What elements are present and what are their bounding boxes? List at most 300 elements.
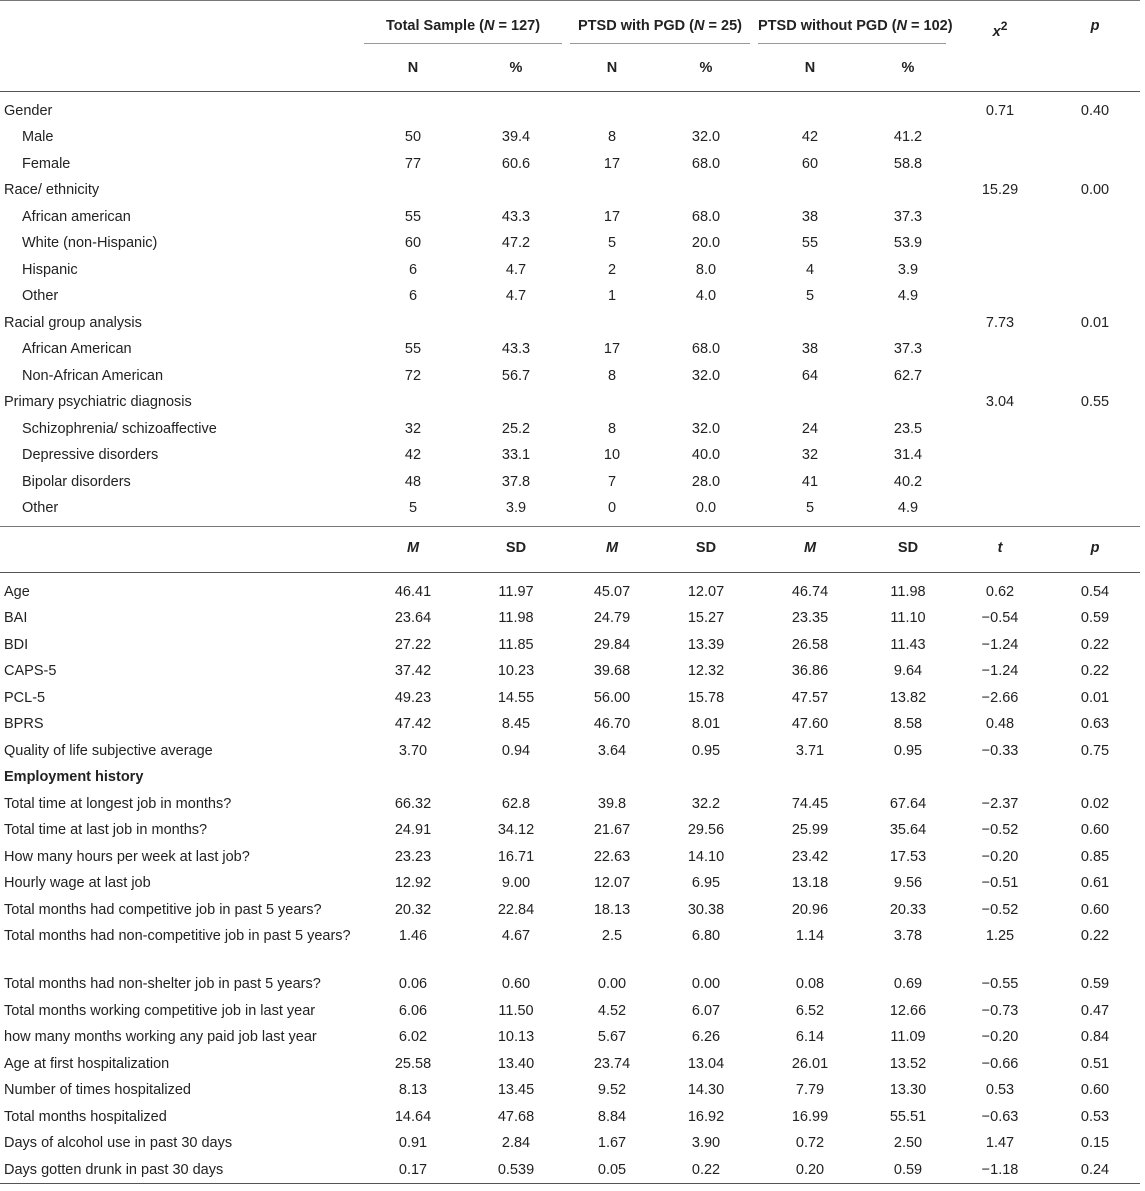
cell-value: 32 bbox=[801, 447, 819, 464]
row-label: How many hours per week at last job? bbox=[4, 848, 250, 865]
cell-value: 23.35 bbox=[791, 610, 829, 627]
cell-value: 42 bbox=[404, 447, 422, 464]
cell-value: 48 bbox=[404, 473, 422, 490]
cell-value: 55 bbox=[801, 235, 819, 252]
cell-value: 16.99 bbox=[791, 1108, 829, 1125]
cell-value: 0.00 bbox=[691, 976, 721, 993]
row-label: African american bbox=[22, 208, 131, 225]
cell-value: 14.10 bbox=[687, 848, 725, 865]
cell-value bbox=[566, 389, 658, 416]
p-value: 0.85 bbox=[1080, 848, 1110, 865]
p-value: 0.22 bbox=[1080, 636, 1110, 653]
cell-value: 64 bbox=[801, 367, 819, 384]
cell-value: 4.7 bbox=[505, 261, 527, 278]
cell-value: 4.7 bbox=[505, 288, 527, 305]
cell-value: 0 bbox=[607, 500, 617, 517]
cell-value: 13.40 bbox=[497, 1055, 535, 1072]
cell-value: 0.17 bbox=[360, 1157, 466, 1184]
p-value bbox=[1050, 151, 1140, 178]
cell-value: 32.0 bbox=[691, 129, 721, 146]
cell-value: 0.95 bbox=[893, 742, 923, 759]
t-value: −2.66 bbox=[981, 689, 1019, 706]
cell-value: 43.3 bbox=[501, 341, 531, 358]
p-value: 0.22 bbox=[1080, 928, 1110, 945]
cell-value bbox=[658, 310, 754, 337]
cell-value: 29.84 bbox=[593, 636, 631, 653]
chi-square-value: 7.73 bbox=[985, 314, 1015, 331]
cell-value: 47.2 bbox=[501, 235, 531, 252]
cell-value: 17 bbox=[603, 341, 621, 358]
cell-value: 0.69 bbox=[893, 976, 923, 993]
sub-header-pct: % bbox=[509, 59, 523, 76]
cell-value: 32 bbox=[404, 420, 422, 437]
t-value: −0.52 bbox=[981, 822, 1019, 839]
cell-value: 0.95 bbox=[691, 742, 721, 759]
p-value: 0.24 bbox=[1050, 1157, 1140, 1184]
t-value: −0.20 bbox=[981, 1029, 1019, 1046]
cell-value: 12.32 bbox=[687, 663, 725, 680]
row-label: Hourly wage at last job bbox=[4, 875, 151, 892]
sub-header-n: N bbox=[407, 59, 419, 76]
cell-value: 12.07 bbox=[687, 583, 725, 600]
chi-square-value bbox=[950, 204, 1050, 231]
header-sd: SD bbox=[866, 526, 950, 572]
cell-value: 60 bbox=[404, 235, 422, 252]
cell-value bbox=[866, 310, 950, 337]
p-value: 0.02 bbox=[1080, 795, 1110, 812]
cell-value: 13.82 bbox=[889, 689, 927, 706]
p-value bbox=[1050, 124, 1140, 151]
chi-square-value bbox=[950, 363, 1050, 390]
p-value: 0.22 bbox=[1080, 663, 1110, 680]
row-label: Days of alcohol use in past 30 days bbox=[4, 1135, 233, 1152]
p-value bbox=[1050, 283, 1140, 310]
cell-value: 32.0 bbox=[691, 420, 721, 437]
cell-value: 0.59 bbox=[866, 1157, 950, 1184]
p-value bbox=[1050, 336, 1140, 363]
row-label: Total months working competitive job in last year bbox=[4, 1002, 316, 1019]
table-row bbox=[0, 1130, 1140, 1157]
cell-value: 0.00 bbox=[597, 976, 627, 993]
t-value: −0.73 bbox=[981, 1002, 1019, 1019]
cell-value: 47.68 bbox=[497, 1108, 535, 1125]
cell-value: 10.23 bbox=[497, 663, 535, 680]
cell-value: 3.9 bbox=[505, 500, 527, 517]
table-row bbox=[0, 998, 1140, 1025]
cell-value: 27.22 bbox=[394, 636, 432, 653]
cell-value: 6.02 bbox=[398, 1029, 428, 1046]
cell-value: 23.42 bbox=[791, 848, 829, 865]
cell-value: 20.0 bbox=[691, 235, 721, 252]
cell-value: 13.39 bbox=[687, 636, 725, 653]
p-value: 0.54 bbox=[1080, 583, 1110, 600]
row-label: Hispanic bbox=[22, 261, 78, 278]
table-row bbox=[0, 257, 1140, 284]
cell-value: 13.04 bbox=[687, 1055, 725, 1072]
p-value: 0.51 bbox=[1080, 1055, 1110, 1072]
cell-value bbox=[658, 98, 754, 125]
cell-value: 47.60 bbox=[791, 716, 829, 733]
cell-value: 22.63 bbox=[593, 848, 631, 865]
row-label: Total months had non-shelter job in past 5 years? bbox=[4, 976, 321, 993]
table-row bbox=[0, 469, 1140, 496]
t-value: −0.66 bbox=[981, 1055, 1019, 1072]
cell-value: 23.23 bbox=[394, 848, 432, 865]
cell-value: 9.52 bbox=[597, 1082, 627, 1099]
row-label: BPRS bbox=[4, 716, 44, 733]
cell-value: 13.52 bbox=[889, 1055, 927, 1072]
cell-value: 1.46 bbox=[398, 928, 428, 945]
cell-value: 38 bbox=[801, 341, 819, 358]
cell-value: 9.64 bbox=[893, 663, 923, 680]
p-value: 0.60 bbox=[1080, 822, 1110, 839]
group-header-row bbox=[0, 1, 1140, 49]
cell-value: 60 bbox=[801, 155, 819, 172]
t-value: −2.37 bbox=[981, 795, 1019, 812]
cell-value: 35.64 bbox=[889, 822, 927, 839]
table-row bbox=[0, 283, 1140, 310]
header-p: p bbox=[1050, 526, 1140, 572]
cell-value: 5.67 bbox=[597, 1029, 627, 1046]
row-label: African American bbox=[22, 341, 132, 358]
cell-value bbox=[658, 177, 754, 204]
t-value: −0.33 bbox=[981, 742, 1019, 759]
t-value: −0.63 bbox=[981, 1108, 1019, 1125]
cell-value: 8.84 bbox=[597, 1108, 627, 1125]
cell-value: 0.60 bbox=[501, 976, 531, 993]
cell-value: 11.98 bbox=[890, 583, 926, 600]
t-value: 1.25 bbox=[985, 928, 1015, 945]
t-value: 0.48 bbox=[985, 716, 1015, 733]
cell-value: 53.9 bbox=[893, 235, 923, 252]
cell-value: 5 bbox=[805, 288, 815, 305]
cell-value: 32.2 bbox=[691, 795, 721, 812]
p-value: 0.47 bbox=[1080, 1002, 1110, 1019]
row-label: Age bbox=[4, 583, 30, 600]
cell-value: 42 bbox=[801, 129, 819, 146]
cell-value: 9.00 bbox=[501, 875, 531, 892]
cell-value: 4.52 bbox=[597, 1002, 627, 1019]
cell-value: 67.64 bbox=[889, 795, 927, 812]
cell-value: 46.70 bbox=[593, 716, 631, 733]
row-label: PCL-5 bbox=[4, 689, 46, 706]
cell-value bbox=[466, 98, 566, 125]
cell-value: 37.42 bbox=[394, 663, 432, 680]
cell-value: 11.50 bbox=[498, 1002, 534, 1019]
cell-value: 1 bbox=[607, 288, 617, 305]
p-value bbox=[1050, 416, 1140, 443]
sub-header-row bbox=[0, 49, 1140, 92]
table-row bbox=[0, 685, 1140, 712]
cell-value bbox=[866, 764, 950, 791]
cell-value: 39.68 bbox=[593, 663, 631, 680]
p-value: 0.60 bbox=[1080, 1082, 1110, 1099]
cell-value bbox=[754, 764, 866, 791]
p-value bbox=[1050, 257, 1140, 284]
table-row bbox=[0, 230, 1140, 257]
cell-value: 43.3 bbox=[501, 208, 531, 225]
cell-value: 6.80 bbox=[691, 928, 721, 945]
cell-value: 4.67 bbox=[501, 928, 531, 945]
row-label: Racial group analysis bbox=[4, 314, 142, 331]
cell-value: 66.32 bbox=[394, 795, 432, 812]
chi-square-value bbox=[950, 469, 1050, 496]
row-label: Other bbox=[22, 500, 59, 517]
cell-value: 0.05 bbox=[566, 1157, 658, 1184]
cell-value: 55.51 bbox=[889, 1108, 927, 1125]
chi-square-value bbox=[950, 151, 1050, 178]
cell-value bbox=[866, 177, 950, 204]
cell-value bbox=[360, 98, 466, 125]
table-row bbox=[0, 495, 1140, 522]
cell-value: 17 bbox=[603, 208, 621, 225]
cell-value: 3.9 bbox=[897, 261, 919, 278]
p-value: 0.59 bbox=[1080, 976, 1110, 993]
cell-value: 68.0 bbox=[691, 341, 721, 358]
table-row bbox=[0, 363, 1140, 390]
cell-value: 21.67 bbox=[593, 822, 631, 839]
row-label: Depressive disorders bbox=[22, 447, 159, 464]
p-value bbox=[1050, 442, 1140, 469]
cell-value bbox=[566, 310, 658, 337]
chi-square-value: 0.71 bbox=[985, 102, 1015, 119]
cell-value: 7.79 bbox=[795, 1082, 825, 1099]
cell-value: 11.43 bbox=[890, 636, 926, 653]
group-header-with-pgd: PTSD with PGD (N = 25) bbox=[566, 1, 754, 49]
chi-square-value: 3.04 bbox=[985, 394, 1015, 411]
cell-value: 14.55 bbox=[497, 689, 535, 706]
cell-value: 31.4 bbox=[893, 447, 923, 464]
cell-value: 25.99 bbox=[791, 822, 829, 839]
p-header: p bbox=[1090, 18, 1100, 34]
cell-value: 10 bbox=[603, 447, 621, 464]
cell-value: 3.90 bbox=[691, 1135, 721, 1152]
cell-value: 18.13 bbox=[593, 901, 631, 918]
cell-value: 41 bbox=[801, 473, 819, 490]
row-label: Primary psychiatric diagnosis bbox=[4, 394, 192, 411]
cell-value: 6.26 bbox=[691, 1029, 721, 1046]
chi-square-value bbox=[950, 124, 1050, 151]
table-row bbox=[0, 151, 1140, 178]
table-row bbox=[0, 844, 1140, 871]
header-sd: SD bbox=[466, 526, 566, 572]
cell-value: 13.30 bbox=[889, 1082, 927, 1099]
cell-value: 6.14 bbox=[795, 1029, 825, 1046]
header-m: M bbox=[360, 526, 466, 572]
cell-value: 6.06 bbox=[398, 1002, 428, 1019]
group-header-without-pgd: PTSD without PGD (N = 102) bbox=[754, 1, 950, 49]
row-label: Other bbox=[22, 288, 59, 305]
row-label: Schizophrenia/ schizoaffective bbox=[22, 420, 217, 437]
t-value: 0.53 bbox=[985, 1082, 1015, 1099]
row-label: White (non-Hispanic) bbox=[22, 235, 158, 252]
cell-value: 4 bbox=[805, 261, 815, 278]
table-row bbox=[0, 416, 1140, 443]
cell-value: 40.2 bbox=[893, 473, 923, 490]
sub-header-n: N bbox=[804, 59, 816, 76]
cell-value: 4.0 bbox=[695, 288, 717, 305]
cell-value: 0.20 bbox=[754, 1157, 866, 1184]
table-row bbox=[0, 738, 1140, 765]
cell-value: 2.50 bbox=[893, 1135, 923, 1152]
cell-value: 11.97 bbox=[498, 583, 534, 600]
t-value: 0.62 bbox=[985, 583, 1015, 600]
row-label: Quality of life subjective average bbox=[4, 742, 213, 759]
table-row bbox=[0, 632, 1140, 659]
cell-value: 8.45 bbox=[501, 716, 531, 733]
header-sd: SD bbox=[658, 526, 754, 572]
cell-value: 26.58 bbox=[791, 636, 829, 653]
cell-value bbox=[754, 98, 866, 125]
t-value: −0.55 bbox=[981, 976, 1019, 993]
cell-value bbox=[466, 310, 566, 337]
t-value: −1.24 bbox=[981, 663, 1019, 680]
t-value: −0.20 bbox=[981, 848, 1019, 865]
row-label: Total months had non-competitive job in past 5 years? bbox=[4, 928, 351, 945]
cell-value: 3.64 bbox=[597, 742, 627, 759]
table-row bbox=[0, 1104, 1140, 1131]
p-value: 0.60 bbox=[1080, 901, 1110, 918]
cell-value: 5 bbox=[805, 500, 815, 517]
cell-value: 26.01 bbox=[791, 1055, 829, 1072]
cell-value bbox=[360, 389, 466, 416]
p-value: 0.61 bbox=[1080, 875, 1110, 892]
p-value bbox=[1050, 469, 1140, 496]
table-row bbox=[0, 1024, 1140, 1051]
cell-value: 6.07 bbox=[691, 1002, 721, 1019]
cell-value: 40.0 bbox=[691, 447, 721, 464]
p-value: 0.40 bbox=[1080, 102, 1110, 119]
cell-value: 9.56 bbox=[893, 875, 923, 892]
cell-value: 12.92 bbox=[394, 875, 432, 892]
header-m: M bbox=[754, 526, 866, 572]
t-value: −1.24 bbox=[981, 636, 1019, 653]
cell-value: 47.42 bbox=[394, 716, 432, 733]
chi-square-value: 15.29 bbox=[981, 182, 1019, 199]
cell-value: 0.22 bbox=[658, 1157, 754, 1184]
sub-header-pct: % bbox=[699, 59, 713, 76]
row-label: Female bbox=[22, 155, 71, 172]
cell-value bbox=[466, 177, 566, 204]
cell-value: 1.67 bbox=[597, 1135, 627, 1152]
t-value: −0.54 bbox=[981, 610, 1019, 627]
table-row bbox=[0, 1077, 1140, 1104]
row-label: Total time at longest job in months? bbox=[4, 795, 232, 812]
row-label: how many months working any paid job last year bbox=[4, 1029, 317, 1046]
cell-value bbox=[866, 389, 950, 416]
p-value: 0.84 bbox=[1080, 1029, 1110, 1046]
p-value bbox=[1050, 495, 1140, 522]
row-label: Number of times hospitalized bbox=[4, 1082, 191, 1099]
cell-value: 8 bbox=[607, 367, 617, 384]
cell-value: 56.7 bbox=[501, 367, 531, 384]
table-row bbox=[0, 336, 1140, 363]
cell-value bbox=[566, 764, 658, 791]
table-row bbox=[0, 923, 1140, 971]
t-value: −1.18 bbox=[950, 1157, 1050, 1184]
cell-value: 41.2 bbox=[893, 129, 923, 146]
cell-value bbox=[566, 177, 658, 204]
cell-value bbox=[754, 310, 866, 337]
cell-value bbox=[360, 177, 466, 204]
cell-value: 23.64 bbox=[394, 610, 432, 627]
cell-value: 46.74 bbox=[791, 583, 829, 600]
p-value: 0.01 bbox=[1080, 689, 1110, 706]
cell-value: 13.45 bbox=[497, 1082, 535, 1099]
p-value: 0.53 bbox=[1080, 1108, 1110, 1125]
chi-square-value bbox=[950, 257, 1050, 284]
cell-value: 15.27 bbox=[687, 610, 725, 627]
table-row bbox=[0, 204, 1140, 231]
p-value bbox=[1050, 230, 1140, 257]
cell-value: 2.84 bbox=[501, 1135, 531, 1152]
cell-value: 17 bbox=[603, 155, 621, 172]
table-row bbox=[0, 177, 1140, 204]
cell-value: 12.66 bbox=[889, 1002, 927, 1019]
sub-header-pct: % bbox=[901, 59, 915, 76]
row-label: BAI bbox=[4, 610, 28, 627]
cell-value bbox=[360, 764, 466, 791]
cell-value: 33.1 bbox=[501, 447, 531, 464]
row-label: Employment history bbox=[4, 769, 144, 786]
t-value: −0.51 bbox=[981, 875, 1019, 892]
cell-value: 34.12 bbox=[497, 822, 535, 839]
cell-value: 0.94 bbox=[501, 742, 531, 759]
table-row bbox=[0, 124, 1140, 151]
group-header-total: Total Sample (N = 127) bbox=[360, 1, 566, 49]
p-value: 0.01 bbox=[1080, 314, 1110, 331]
cell-value: 28.0 bbox=[691, 473, 721, 490]
cell-value: 24.91 bbox=[394, 822, 432, 839]
chi-square-value bbox=[950, 442, 1050, 469]
cell-value: 0.539 bbox=[466, 1157, 566, 1184]
cell-value: 36.86 bbox=[791, 663, 829, 680]
cell-value: 38 bbox=[801, 208, 819, 225]
p-value: 0.55 bbox=[1080, 394, 1110, 411]
cell-value: 37.3 bbox=[893, 341, 923, 358]
p-value: 0.00 bbox=[1080, 182, 1110, 199]
cell-value: 6 bbox=[408, 261, 418, 278]
row-label: Days gotten drunk in past 30 days bbox=[0, 1157, 360, 1184]
cell-value: 32.0 bbox=[691, 367, 721, 384]
cell-value: 6.52 bbox=[795, 1002, 825, 1019]
cell-value: 74.45 bbox=[791, 795, 829, 812]
cell-value: 11.85 bbox=[498, 636, 534, 653]
cell-value bbox=[866, 98, 950, 125]
cell-value: 0.72 bbox=[795, 1135, 825, 1152]
cell-value: 14.30 bbox=[687, 1082, 725, 1099]
cell-value: 11.98 bbox=[498, 610, 534, 627]
cell-value: 50 bbox=[404, 129, 422, 146]
row-label: Total months had competitive job in past 5 years? bbox=[4, 901, 322, 918]
table-row bbox=[0, 870, 1140, 897]
row-label: Race/ ethnicity bbox=[4, 182, 100, 199]
t-value bbox=[950, 764, 1050, 791]
cell-value bbox=[658, 764, 754, 791]
p-value bbox=[1050, 764, 1140, 791]
cell-value: 2 bbox=[607, 261, 617, 278]
cell-value: 56.00 bbox=[593, 689, 631, 706]
p-value: 0.15 bbox=[1080, 1135, 1110, 1152]
cell-value: 20.33 bbox=[889, 901, 927, 918]
continuous-header-row bbox=[0, 526, 1140, 572]
row-label: BDI bbox=[4, 636, 29, 653]
cell-value: 55 bbox=[404, 208, 422, 225]
cell-value: 29.56 bbox=[687, 822, 725, 839]
cell-value: 47.57 bbox=[791, 689, 829, 706]
row-label: Total time at last job in months? bbox=[4, 822, 208, 839]
cell-value: 24 bbox=[801, 420, 819, 437]
